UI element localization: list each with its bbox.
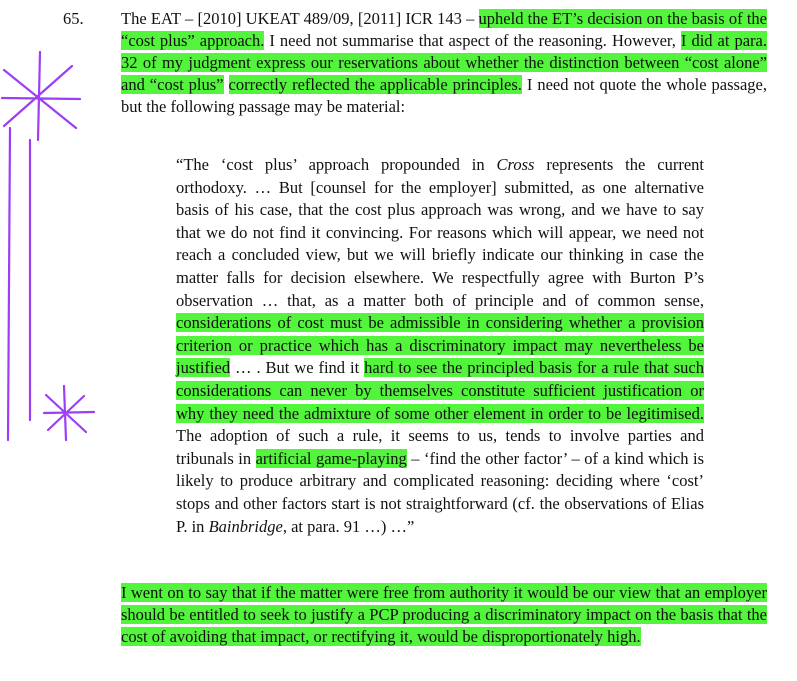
highlighted-text: I went on to say that if the matter were free from authority it would be our view that an employer should be entitled to seek to justify a PCP producing a discriminatory impact on the basis that the cost of avoiding that impact, or rectifying it, would be disproportionately high. <box>121 583 767 646</box>
asterisk-mark-top <box>2 52 80 140</box>
asterisk-mark-bottom <box>44 386 94 440</box>
text-segment: The EAT – [2010] UKEAT 489/09, [2011] ICR 143 – <box>121 9 479 28</box>
case-name: Cross <box>496 155 535 174</box>
highlighted-text: artificial game-playing <box>255 448 407 468</box>
highlighted-text: hard to see the principled basis for a rule that such considerations can never by themselves constitute sufficient justification or why they need the admixture of some other element in order to be legitimised. <box>176 358 705 423</box>
highlighted-text: I did at para. 32 of my judgment express our reservations about whether the distinction between “cost alone” and “cost plus” <box>121 31 767 94</box>
highlighted-text: correctly reflected the applicable principles. <box>228 75 522 94</box>
text-segment: – ‘find the other factor’ – of a kind which is likely to produce arbitrary and complicated reasoning: deciding where ‘cost’ stops and other factors start is not straightforward (cf. the observations of Elias P. in <box>176 448 704 536</box>
text-segment: I need not quote the whole passage, but the following passage may be material: <box>121 75 767 116</box>
text-segment: The adoption of such a rule, it seems to us, tends to involve parties and tribunals in <box>176 426 704 468</box>
text-segment: … . But we find it <box>230 358 365 378</box>
highlighted-text: upheld the ET’s decision on the basis of the “cost plus” approach. <box>121 9 767 50</box>
text-gap <box>224 75 229 94</box>
paragraph-number: 65. <box>63 9 84 28</box>
text-segment: , at para. 91 …) …” <box>282 516 415 536</box>
paragraph-65 <box>121 8 767 118</box>
case-name: Bainbridge <box>208 516 283 536</box>
closing-paragraph <box>121 582 767 648</box>
text-segment: represents the current orthodoxy. … But [counsel for the employer] submitted, as one alternative basis of his case, that the cost plus approach was wrong, and we have to say that we do not find it convincing. For reasons which will appear, we need not reach a concluded view, but we will briefly indicate our thinking in case the matter falls for decision elsewhere. We respectfully agree with Burton P’s observation … that, as a matter both of principle and of common sense, <box>176 155 704 310</box>
text-segment: I need not summarise that aspect of the reasoning. However, <box>264 31 681 50</box>
text-segment: “The ‘cost plus’ approach propounded in <box>176 155 497 174</box>
quoted-passage <box>176 154 704 538</box>
margin-bracket-left <box>8 128 10 440</box>
highlighted-text: considerations of cost must be admissible in considering whether a provision criterion or practice which has a discriminatory impact may nevertheless be justified <box>176 313 704 378</box>
